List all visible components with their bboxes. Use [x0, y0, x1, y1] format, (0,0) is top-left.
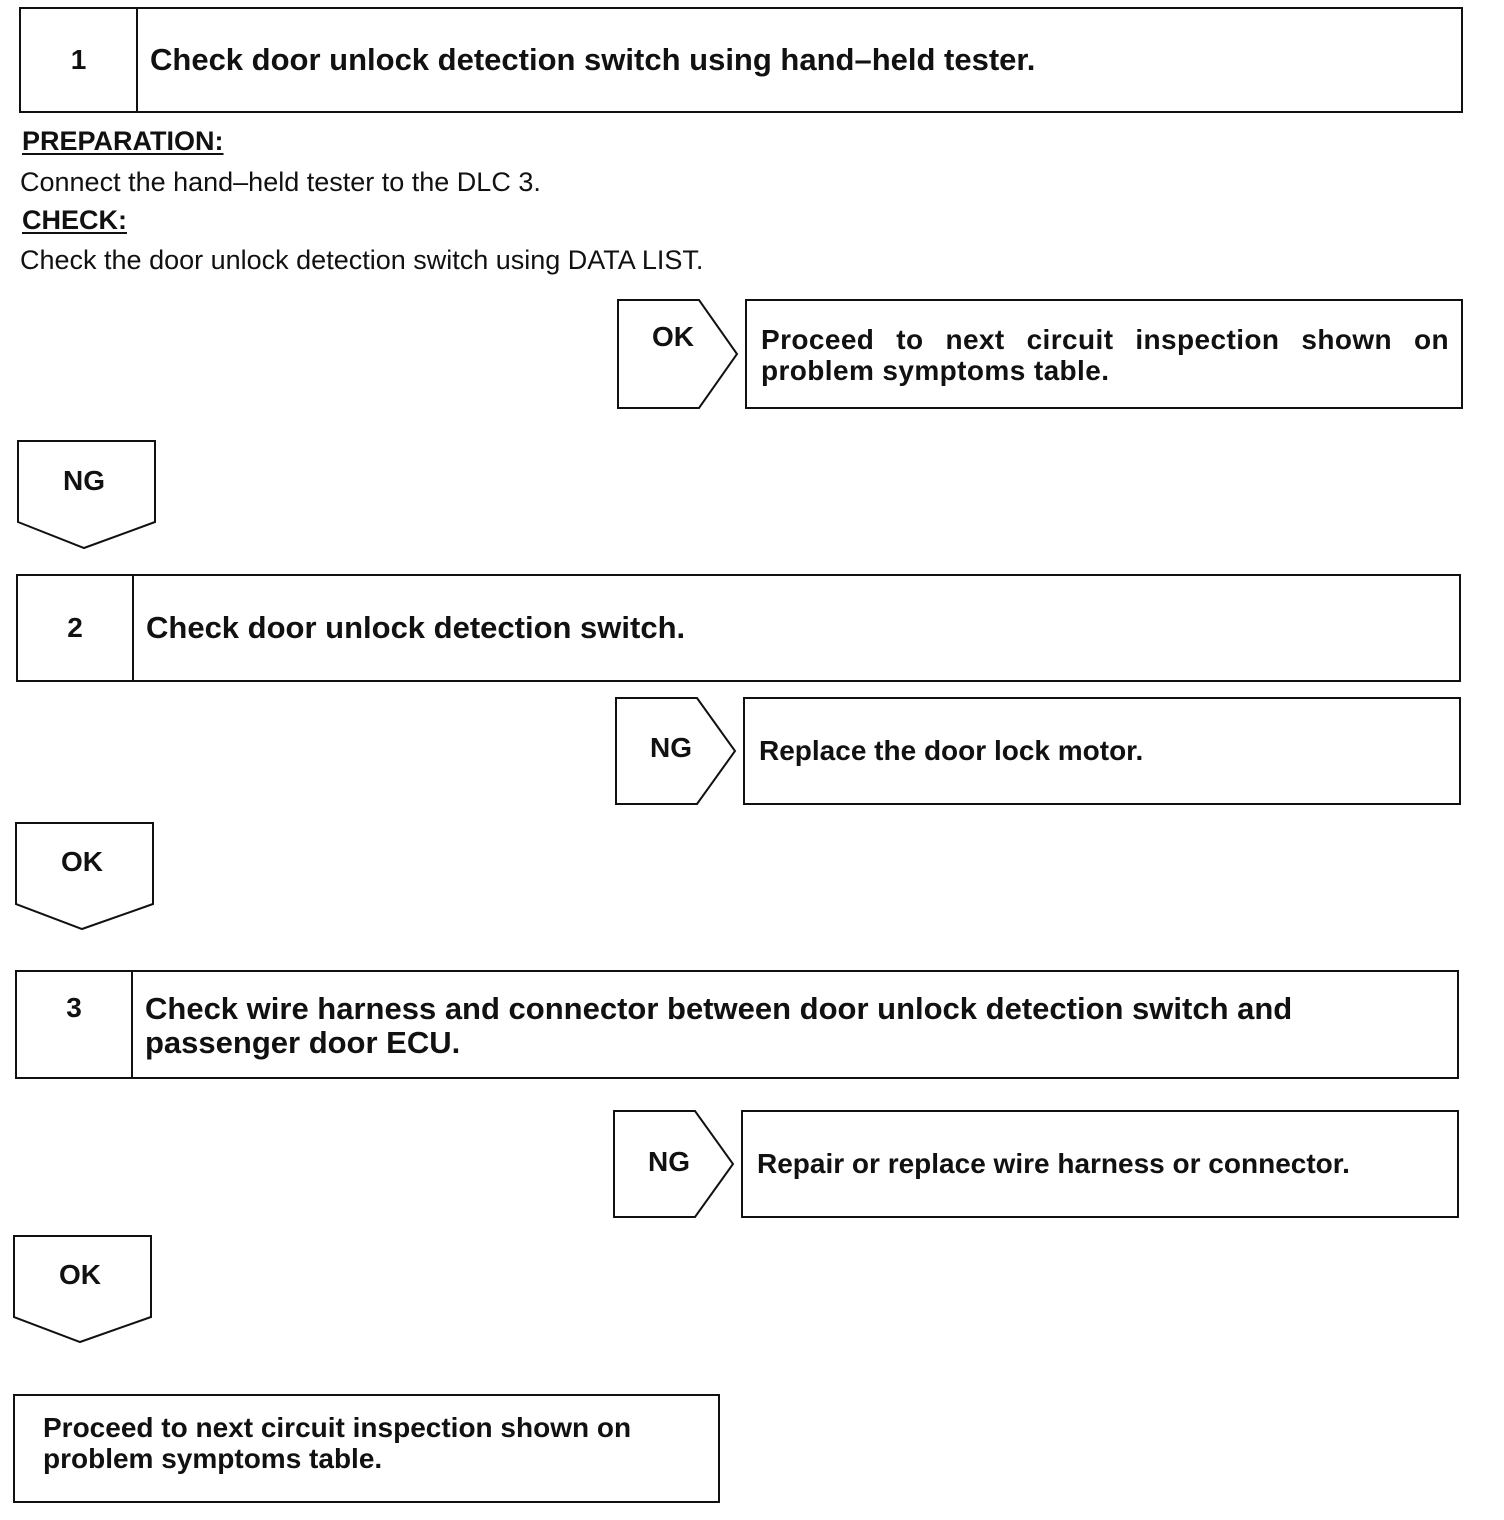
branch-result-box	[741, 1110, 1459, 1218]
down-arrow-label: OK	[61, 846, 103, 877]
branch-result-box	[743, 697, 1461, 805]
step-number: 1	[21, 9, 138, 111]
check-label: CHECK:	[22, 205, 127, 235]
branch-label: NG	[648, 1146, 690, 1177]
down-arrow-ok	[15, 822, 155, 932]
branch-label: NG	[650, 732, 692, 763]
branch-arrow-ok	[617, 299, 741, 409]
step-title: Check door unlock detection switch using hand–held tester.	[150, 42, 1036, 77]
down-arrow-ng	[17, 440, 157, 550]
right-arrow-icon	[617, 299, 741, 409]
step-1-box	[19, 7, 1463, 113]
step-title: Check door unlock detection switch.	[146, 610, 686, 645]
step-2-box	[16, 574, 1461, 682]
branch-label: OK	[652, 321, 694, 352]
branch-result-box	[745, 299, 1463, 409]
down-arrow-ok	[13, 1235, 153, 1345]
final-result-box	[13, 1394, 720, 1503]
step-3-box	[15, 970, 1459, 1079]
check-text: Check the door unlock detection switch using DATA LIST.	[20, 245, 704, 275]
branch-result-text: Repair or replace wire harness or connector.	[757, 1148, 1350, 1179]
down-arrow-label: NG	[63, 465, 105, 496]
preparation-label: PREPARATION:	[22, 126, 224, 156]
branch-result-text: Proceed to next circuit inspection shown on problem symptoms table.	[761, 324, 1449, 386]
step-number: 2	[18, 576, 134, 680]
branch-arrow-ng	[615, 697, 739, 805]
final-result-text: Proceed to next circuit inspection shown on problem symptoms table.	[43, 1412, 632, 1474]
branch-arrow-ng	[613, 1110, 737, 1218]
down-arrow-label: OK	[59, 1259, 101, 1290]
branch-result-text: Replace the door lock motor.	[759, 735, 1144, 766]
step-number: 3	[17, 972, 133, 1077]
step-title: Check wire harness and connector between door unlock detection switch and passenger door ECU.	[145, 991, 1293, 1060]
preparation-text: Connect the hand–held tester to the DLC 3.	[20, 167, 541, 197]
